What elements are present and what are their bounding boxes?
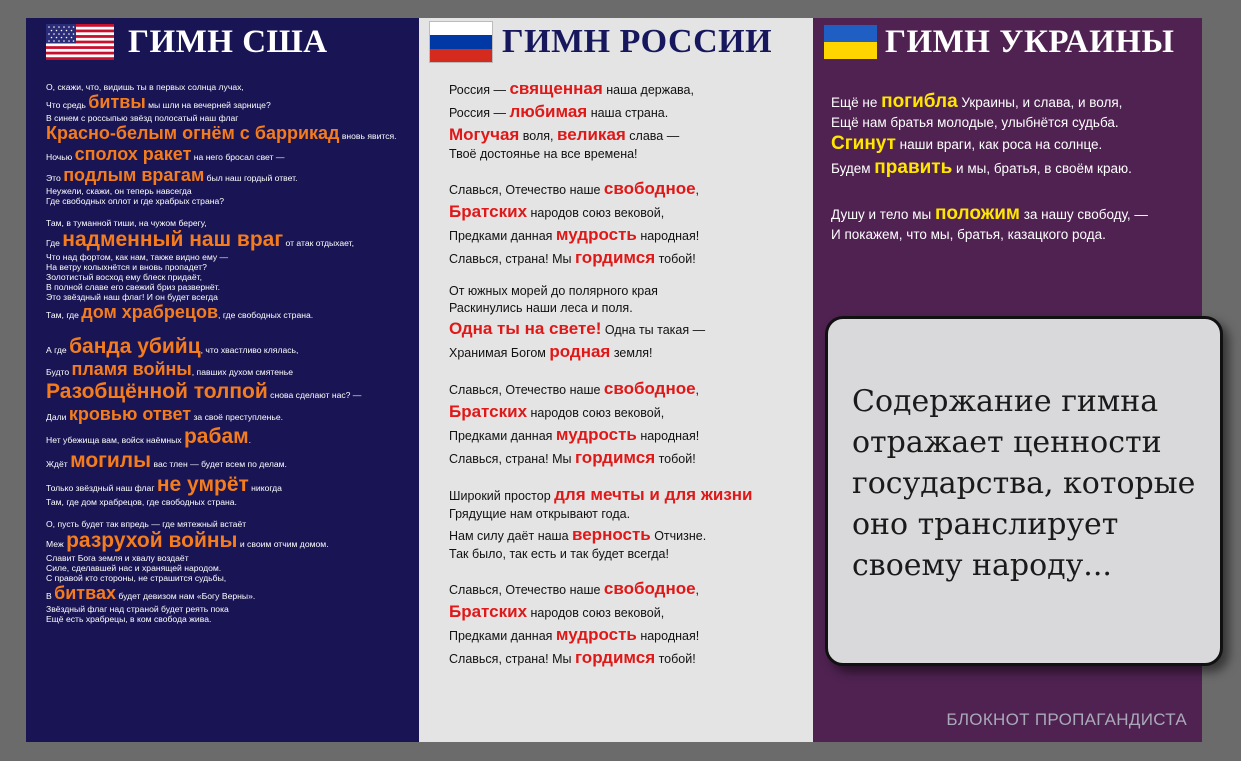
lyric-line bbox=[449, 484, 809, 505]
lyric-line bbox=[449, 547, 809, 562]
highlighted-word: свободное bbox=[603, 179, 696, 198]
lyric-line bbox=[449, 224, 809, 245]
lyric-line bbox=[831, 226, 1196, 244]
lyric-line bbox=[46, 449, 418, 473]
lyric-line bbox=[449, 447, 809, 468]
lyric-text: Предками данная bbox=[449, 629, 556, 643]
lyric-text: Славься, страна! Мы bbox=[449, 452, 575, 466]
lyric-line bbox=[449, 507, 809, 522]
highlighted-word: родная bbox=[549, 342, 611, 361]
stanza-gap bbox=[46, 206, 418, 218]
lyric-text: Это звёздный наш флаг! И он будет всегда bbox=[46, 292, 218, 302]
highlighted-word: сполох ракет bbox=[74, 144, 192, 164]
lyric-text: А где bbox=[46, 345, 70, 355]
lyric-text: От южных морей до полярного края bbox=[449, 284, 658, 298]
lyric-text: Что над фортом, как нам, также видно ему — bbox=[46, 252, 229, 262]
stanza-gap bbox=[449, 562, 809, 576]
lyric-text: На ветру колыхнётся и вновь пропадет? bbox=[46, 262, 207, 272]
lyric-line bbox=[46, 252, 418, 262]
highlighted-word: свободное bbox=[603, 579, 696, 598]
lyric-text: Там, где дом храбрецов, где свободных страна. bbox=[46, 497, 237, 507]
stanza-gap bbox=[46, 323, 418, 335]
highlighted-word: надменный наш враг bbox=[62, 228, 284, 251]
lyric-line bbox=[46, 302, 418, 323]
lyric-text: , bbox=[695, 183, 700, 197]
lyric-text: Ждёт bbox=[46, 459, 71, 469]
lyric-line bbox=[449, 301, 809, 316]
lyric-text: В bbox=[46, 591, 55, 601]
highlighted-word: для мечты и для жизни bbox=[554, 485, 753, 504]
lyric-text: Твоё достоянье на все времена! bbox=[449, 147, 638, 161]
lyric-line bbox=[46, 573, 418, 583]
lyric-line bbox=[46, 292, 418, 302]
quote-card bbox=[825, 316, 1223, 666]
lyric-line bbox=[46, 604, 418, 614]
highlighted-word: пламя войны bbox=[71, 359, 192, 379]
lyric-text: Неужели, скажи, он теперь навсегда bbox=[46, 186, 192, 196]
lyric-text: за нашу свободу, — bbox=[1019, 207, 1148, 222]
lyric-text: тобой! bbox=[655, 252, 696, 266]
lyric-text: Там, где bbox=[46, 310, 82, 320]
lyric-text: народная! bbox=[636, 429, 700, 443]
lyric-text: был наш гордый ответ. bbox=[204, 173, 298, 183]
lyric-text: Будто bbox=[46, 367, 72, 377]
lyric-line bbox=[46, 123, 418, 144]
highlighted-word: положим bbox=[934, 203, 1020, 224]
highlighted-word: Братских bbox=[449, 402, 528, 421]
lyric-line bbox=[46, 144, 418, 165]
highlighted-word: великая bbox=[557, 125, 626, 144]
lyric-text: Славься, страна! Мы bbox=[449, 652, 575, 666]
lyric-line bbox=[449, 601, 809, 622]
lyric-text: С правой кто стороны, не страшится судьбы, bbox=[46, 573, 227, 583]
lyric-line bbox=[46, 519, 418, 529]
highlighted-word: дом храбрецов bbox=[81, 302, 219, 322]
highlighted-word: священная bbox=[509, 79, 603, 98]
lyric-text: В полной славе его свежий бриз развернёт. bbox=[46, 282, 221, 292]
highlighted-word: свободное bbox=[603, 379, 696, 398]
lyric-line bbox=[46, 113, 418, 123]
lyric-text: Раскинулись наши леса и поля. bbox=[449, 301, 633, 315]
lyric-line bbox=[449, 147, 809, 162]
lyric-text: тобой! bbox=[655, 652, 696, 666]
lyric-text: , bbox=[695, 383, 700, 397]
lyric-line bbox=[46, 186, 418, 196]
highlighted-word: подлым врагам bbox=[63, 165, 205, 185]
lyric-text: вновь явится. bbox=[339, 131, 397, 141]
lyric-text: Душу и тело мы bbox=[831, 207, 935, 222]
highlighted-word: Братских bbox=[449, 202, 528, 221]
lyric-text: Хранимая Богом bbox=[449, 346, 550, 360]
lyric-text: Отчизне. bbox=[650, 529, 707, 543]
highlighted-word: битвах bbox=[54, 583, 116, 603]
highlighted-word: разрухой войны bbox=[66, 529, 238, 552]
usa-flag-icon bbox=[46, 24, 114, 60]
russia-flag-icon bbox=[429, 21, 493, 63]
highlighted-word: могилы bbox=[70, 449, 152, 472]
lyric-text: Где bbox=[46, 238, 63, 248]
lyric-line bbox=[46, 553, 418, 563]
lyric-line bbox=[46, 614, 418, 624]
lyric-text: на него бросал свет — bbox=[191, 152, 285, 162]
lyric-text: И покажем, что мы, братья, казацкого рода. bbox=[831, 227, 1106, 242]
stanza-gap bbox=[46, 507, 418, 519]
lyric-line bbox=[46, 529, 418, 553]
highlighted-word: Красно-белым огнём с баррикад bbox=[46, 123, 340, 143]
lyric-line bbox=[449, 201, 809, 222]
highlighted-word: Братских bbox=[449, 602, 528, 621]
lyric-line bbox=[831, 90, 1196, 114]
lyric-line bbox=[831, 114, 1196, 132]
lyric-line bbox=[46, 404, 418, 425]
lyric-text: Ещё не bbox=[831, 95, 882, 110]
lyric-line bbox=[46, 359, 418, 380]
lyric-text: Ещё нам братья молодые, улыбнётся судьба. bbox=[831, 115, 1119, 130]
lyric-line bbox=[449, 78, 809, 99]
highlighted-word: любимая bbox=[509, 102, 588, 121]
russia-anthem-lyrics bbox=[449, 76, 809, 668]
highlighted-word: битвы bbox=[88, 92, 146, 112]
lyric-text: . bbox=[248, 435, 252, 445]
russia-anthem-header bbox=[419, 18, 813, 66]
russia-anthem-column bbox=[419, 18, 813, 742]
lyric-text: земля! bbox=[610, 346, 653, 360]
lyric-text: Звёздный флаг над страной будет реять пока bbox=[46, 604, 229, 614]
usa-anthem-header bbox=[26, 18, 419, 66]
lyric-text: Россия — bbox=[449, 106, 510, 120]
highlighted-word: Одна ты на свете! bbox=[449, 319, 602, 338]
brand-footer: БЛОКНОТ ПРОПАГАНДИСТА bbox=[946, 710, 1187, 729]
lyric-text: Предками данная bbox=[449, 429, 556, 443]
lyric-text: народная! bbox=[636, 229, 700, 243]
highlighted-word: править bbox=[874, 157, 953, 178]
highlighted-word: мудрость bbox=[555, 225, 637, 244]
lyric-text: Нам силу даёт наша bbox=[449, 529, 572, 543]
lyric-line bbox=[449, 247, 809, 268]
lyric-line bbox=[46, 473, 418, 497]
lyric-line bbox=[46, 380, 418, 404]
highlighted-word: банда убийц bbox=[69, 335, 201, 358]
highlighted-word: не умрёт bbox=[156, 473, 249, 496]
lyric-line bbox=[46, 262, 418, 272]
lyric-line bbox=[449, 424, 809, 445]
stanza-gap bbox=[449, 268, 809, 282]
lyric-text: Будем bbox=[831, 161, 875, 176]
highlighted-word: Могучая bbox=[449, 125, 520, 144]
highlighted-word: погибла bbox=[881, 91, 958, 112]
lyric-line bbox=[449, 524, 809, 545]
usa-anthem-column bbox=[26, 18, 419, 742]
lyric-line bbox=[46, 335, 418, 359]
highlighted-word: кровью ответ bbox=[68, 404, 192, 424]
highlighted-word: гордимся bbox=[574, 448, 656, 467]
lyric-text: и мы, братья, в своём краю. bbox=[952, 161, 1132, 176]
lyric-text: Широкий простор bbox=[449, 489, 555, 503]
lyric-line bbox=[449, 124, 809, 145]
lyric-line bbox=[46, 583, 418, 604]
lyric-line bbox=[46, 165, 418, 186]
stanza-gap bbox=[449, 362, 809, 376]
usa-anthem-lyrics bbox=[46, 82, 418, 624]
lyric-text: , bbox=[695, 583, 700, 597]
ukraine-flag-icon bbox=[824, 25, 877, 59]
lyric-text: , павших духом смятенье bbox=[191, 367, 293, 377]
lyric-line bbox=[46, 563, 418, 573]
lyric-line bbox=[449, 101, 809, 122]
lyric-text: мы шли на вечерней зарнице? bbox=[145, 100, 271, 110]
lyric-line bbox=[46, 218, 418, 228]
lyric-text: от атак отдыхает, bbox=[283, 238, 355, 248]
highlighted-word: верность bbox=[572, 525, 651, 544]
lyric-text: Грядущие нам открывают года. bbox=[449, 507, 631, 521]
lyric-line bbox=[831, 132, 1196, 156]
lyric-text: Золотистый восход ему блеск придаёт, bbox=[46, 272, 202, 282]
lyric-line bbox=[46, 92, 418, 113]
lyric-text: Славься, страна! Мы bbox=[449, 252, 575, 266]
lyric-text: Ещё есть храбрецы, в ком свобода жива. bbox=[46, 614, 212, 624]
lyric-line bbox=[449, 318, 809, 339]
lyric-line bbox=[449, 624, 809, 645]
lyric-text: наша держава, bbox=[602, 83, 694, 97]
highlighted-word: гордимся bbox=[574, 648, 656, 667]
lyric-text: Меж bbox=[46, 539, 67, 549]
lyric-line bbox=[46, 82, 418, 92]
usa-anthem-title: ГИМН США bbox=[128, 23, 328, 60]
lyric-line bbox=[46, 272, 418, 282]
highlighted-word: мудрость bbox=[555, 425, 637, 444]
highlighted-word: Разобщённой толпой bbox=[46, 380, 268, 403]
lyric-text: Одна ты такая — bbox=[601, 323, 706, 337]
lyric-line bbox=[449, 401, 809, 422]
lyric-text: , что хвастливо клялась, bbox=[200, 345, 299, 355]
lyric-line bbox=[46, 497, 418, 507]
lyric-line bbox=[449, 647, 809, 668]
lyric-text: Славься, Отечество наше bbox=[449, 183, 604, 197]
highlighted-word: мудрость bbox=[555, 625, 637, 644]
lyric-text: Ночью bbox=[46, 152, 75, 162]
lyric-text: Дали bbox=[46, 412, 69, 422]
lyric-text: Где свободных оплот и где храбрых страна? bbox=[46, 196, 225, 206]
lyric-text: Что средь bbox=[46, 100, 89, 110]
lyric-text: Славит Бога земля и хвалу воздаёт bbox=[46, 553, 189, 563]
lyric-text: Славься, Отечество наше bbox=[449, 383, 604, 397]
lyric-line bbox=[449, 578, 809, 599]
lyric-text: будет девизом нам «Богу Верны». bbox=[115, 591, 256, 601]
lyric-text: тобой! bbox=[655, 452, 696, 466]
stanza-gap bbox=[449, 162, 809, 176]
lyric-text: О, скажи, что, видишь ты в первых солнца лучах, bbox=[46, 82, 244, 92]
lyric-text: наша страна. bbox=[587, 106, 669, 120]
highlighted-word: рабам bbox=[183, 425, 249, 448]
lyric-text: Это bbox=[46, 173, 64, 183]
lyric-text: Силе, сделавшей нас и хранящей народом. bbox=[46, 563, 222, 573]
lyric-line bbox=[831, 202, 1196, 226]
stanza-gap bbox=[449, 468, 809, 482]
lyric-text: Предками данная bbox=[449, 229, 556, 243]
lyric-text: народов союз вековой, bbox=[527, 406, 665, 420]
lyric-text: народов союз вековой, bbox=[527, 606, 665, 620]
lyric-text: Там, в туманной тиши, на чужом берегу, bbox=[46, 218, 207, 228]
lyric-line bbox=[46, 228, 418, 252]
ukraine-anthem-header bbox=[813, 18, 1202, 66]
lyric-text: Славься, Отечество наше bbox=[449, 583, 604, 597]
lyric-line bbox=[449, 178, 809, 199]
lyric-line bbox=[449, 341, 809, 362]
lyric-text: Украины, и слава, и воля, bbox=[957, 95, 1123, 110]
lyric-text: наши враги, как роса на солнце. bbox=[895, 137, 1103, 152]
highlighted-word: Сгинут bbox=[831, 133, 896, 154]
lyric-text: слава — bbox=[625, 129, 680, 143]
lyric-line bbox=[449, 378, 809, 399]
ukraine-anthem-title: ГИМН УКРАИНЫ bbox=[885, 23, 1175, 60]
lyric-text: воля, bbox=[519, 129, 557, 143]
lyric-text: народов союз вековой, bbox=[527, 206, 665, 220]
lyric-line bbox=[831, 156, 1196, 180]
lyric-line bbox=[46, 196, 418, 206]
russia-anthem-title: ГИМН РОССИИ bbox=[502, 23, 773, 60]
ukraine-anthem-lyrics bbox=[831, 90, 1196, 244]
lyric-line bbox=[46, 282, 418, 292]
lyric-text: Только звёздный наш флаг bbox=[46, 483, 157, 493]
lyric-text: за своё преступленье. bbox=[191, 412, 283, 422]
lyric-text: снова сделают нас? — bbox=[267, 390, 362, 400]
stanza-gap bbox=[831, 180, 1196, 202]
lyric-text: и своим отчим домом. bbox=[237, 539, 329, 549]
highlighted-word: гордимся bbox=[574, 248, 656, 267]
lyric-text: вас тлен — будет всем по делам. bbox=[151, 459, 287, 469]
lyric-line bbox=[449, 284, 809, 299]
lyric-text: Нет убежища вам, войск наёмных bbox=[46, 435, 184, 445]
lyric-line bbox=[46, 425, 418, 449]
lyric-text: никогда bbox=[248, 483, 282, 493]
lyric-text: народная! bbox=[636, 629, 700, 643]
lyric-text: В синем с россыпью звёзд полосатый наш флаг bbox=[46, 113, 239, 123]
lyric-text: , где свободных страна. bbox=[218, 310, 314, 320]
lyric-text: О, пусть будет так впредь — где мятежный встаёт bbox=[46, 519, 247, 529]
quote-text: Содержание гимна отражает ценности государства, которые оно транслирует своему народу... bbox=[852, 384, 1196, 583]
lyric-text: Так было, так есть и так будет всегда! bbox=[449, 547, 669, 561]
lyric-text: Россия — bbox=[449, 83, 510, 97]
